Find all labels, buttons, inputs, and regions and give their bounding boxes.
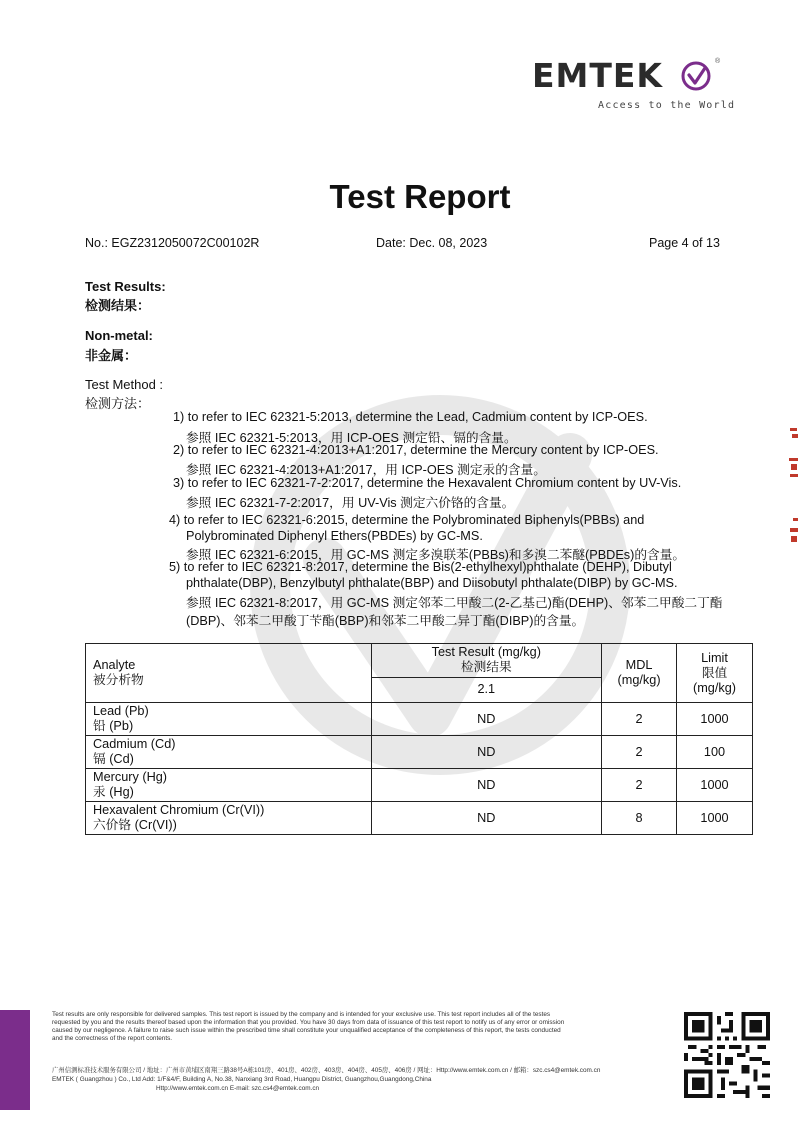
company-address-cn: 广州信测标准技术服务有限公司 / 地址：广州市黄埔区南翔三路38号A栋101房、401房、402房、403房、404房、405房、406房 / 网址：Http://www.emtek.com.cn / 邮箱：szc.cs4@emtek.com.cn	[52, 1067, 601, 1074]
result-cell: ND	[371, 703, 602, 736]
analyte-name-en: Lead (Pb)	[93, 704, 149, 718]
limit-cell: 1000	[677, 769, 753, 802]
header-mdl-unit: (mg/kg)	[617, 673, 661, 687]
method-line: phthalate(DBP), Benzylbutyl phthalate(BBP) and Diisobutyl phthalate(DIBP) by GC-MS.	[186, 576, 678, 590]
analyte-cell	[86, 703, 372, 736]
mdl-cell: 8	[602, 802, 677, 835]
table-row	[86, 736, 753, 769]
footer-accent-bar	[0, 1010, 30, 1110]
analyte-cell	[86, 769, 372, 802]
company-address-en: EMTEK ( Guangzhou ) Co., Ltd Add: 1/F&4/F, Building A, No.38, Nanxiang 3rd Road, Huangpu District, Guangzhou,Guangdong,China	[52, 1076, 432, 1083]
method-line: 3) to refer to IEC 62321-7-2:2017, determine the Hexavalent Chromium content by UV-Vis.	[173, 476, 682, 490]
qr-code-icon	[684, 1012, 770, 1098]
limit-cell: 1000	[677, 703, 753, 736]
test-method-heading-cn: 检测方法：	[85, 396, 151, 411]
method-line: 参照 IEC 62321-5:2013，用 ICP-OES 测定铅、镉的含量。	[186, 431, 517, 445]
method-line: Polybrominated Diphenyl Ethers(PBDEs) by GC-MS.	[186, 529, 483, 543]
mdl-cell: 2	[602, 736, 677, 769]
analyte-cell	[86, 802, 372, 835]
method-line: 参照 IEC 62321-4:2013+A1:2017，用 ICP-OES 测定汞的含量。	[186, 463, 546, 477]
table-row	[86, 769, 753, 802]
method-line: (DBP)、邻苯二甲酸丁苄酯(BBP)和邻苯二甲酸二异丁酯(DIBP)的含量。	[186, 614, 585, 628]
non-metal-heading: Non-metal:	[85, 328, 153, 343]
logo-wordmark: EMTEK	[532, 56, 664, 95]
test-method-heading: Test Method :	[85, 377, 164, 392]
table-header-row	[86, 644, 753, 678]
disclaimer-line: caused by our negligence. A failure to raise such issue within the prescribed time shall constitute your unqualified acceptance of the completeness of this report, the tests conducted	[52, 1027, 561, 1034]
analyte-name-cn: 汞 (Hg)	[93, 785, 134, 799]
logo-checkmark-icon	[680, 60, 712, 92]
disclaimer-line: Test results are only responsible for delivered samples. This test report is issued by the company and is intended for your exclusive use. This test report includes all of the testes	[52, 1011, 551, 1018]
disclaimer-line: and the correctness of the report contents.	[52, 1035, 173, 1042]
header-sample-id: 2.1	[371, 677, 602, 702]
analyte-name-cn: 镉 (Cd)	[93, 752, 134, 766]
header-limit-en: Limit	[701, 650, 728, 665]
analyte-name-en: Cadmium (Cd)	[93, 737, 176, 751]
result-cell: ND	[371, 769, 602, 802]
method-line: 参照 IEC 62321-6:2015，用 GC-MS 测定多溴联苯(PBBs)和多溴二苯醚(PBDEs)的含量。	[186, 548, 686, 562]
page-number: Page 4 of 13	[649, 236, 720, 250]
limit-cell: 1000	[677, 802, 753, 835]
seal-fragment-icon	[788, 428, 800, 558]
table-row	[86, 802, 753, 835]
mdl-cell: 2	[602, 703, 677, 736]
results-table	[85, 643, 753, 835]
analyte-name-cn: 铅 (Pb)	[93, 719, 134, 733]
non-metal-heading-cn: 非金属：	[85, 348, 138, 363]
method-line: 4) to refer to IEC 62321-6:2015, determine the Polybrominated Biphenyls(PBBs) and	[169, 513, 645, 527]
company-logo	[532, 56, 736, 116]
test-results-heading-cn: 检测结果：	[85, 298, 151, 313]
report-title: Test Report	[329, 178, 511, 215]
header-limit	[677, 644, 753, 703]
disclaimer-line: requested by you and the results thereof based upon the information that you provided. You have 30 days from data of issuance of this test report to notify us of any error or omission	[52, 1019, 565, 1026]
method-line: 2) to refer to IEC 62321-4:2013+A1:2017, determine the Mercury content by ICP-OES.	[173, 443, 659, 457]
report-number: No.: EGZ2312050072C00102R	[85, 236, 260, 250]
company-contact: Http://www.emtek.com.cn E-mail: szc.cs4@emtek.com.cn	[156, 1085, 320, 1092]
header-mdl-en: MDL	[625, 658, 653, 672]
limit-cell: 100	[677, 736, 753, 769]
result-cell: ND	[371, 736, 602, 769]
mdl-cell: 2	[602, 769, 677, 802]
result-cell: ND	[371, 802, 602, 835]
method-line: 参照 IEC 62321-7-2:2017，用 UV-Vis 测定六价铬的含量。	[186, 496, 515, 510]
method-line: 参照 IEC 62321-8:2017，用 GC-MS 测定邻苯二甲酸二(2-乙基己)酯(DEHP)、邻苯二甲酸二丁酯	[186, 596, 723, 610]
header-limit-unit: (mg/kg)	[693, 680, 737, 695]
analyte-cell	[86, 736, 372, 769]
table-row	[86, 703, 753, 736]
analyte-name-cn: 六价铬 (Cr(VI))	[93, 818, 177, 832]
header-result	[371, 644, 602, 678]
header-result-cn: 检测结果	[460, 660, 512, 675]
analyte-name-en: Hexavalent Chromium (Cr(VI))	[93, 803, 265, 817]
test-results-heading: Test Results:	[85, 279, 166, 294]
registered-mark: ®	[715, 58, 721, 65]
header-analyte	[86, 644, 372, 703]
report-date: Date: Dec. 08, 2023	[376, 236, 488, 250]
analyte-name-en: Mercury (Hg)	[93, 770, 168, 784]
method-line: 5) to refer to IEC 62321-8:2017, determine the Bis(2-ethylhexyl)phthalate (DEHP), Dibutyl	[169, 560, 672, 574]
header-result-en: Test Result (mg/kg)	[431, 645, 541, 660]
logo-tagline: Access to the World	[598, 100, 736, 111]
header-limit-cn: 限值	[701, 665, 728, 680]
header-mdl	[602, 644, 677, 703]
method-line: 1) to refer to IEC 62321-5:2013, determine the Lead, Cadmium content by ICP-OES.	[173, 410, 648, 424]
header-analyte-en: Analyte	[93, 658, 136, 672]
header-analyte-cn: 被分析物	[93, 673, 144, 687]
